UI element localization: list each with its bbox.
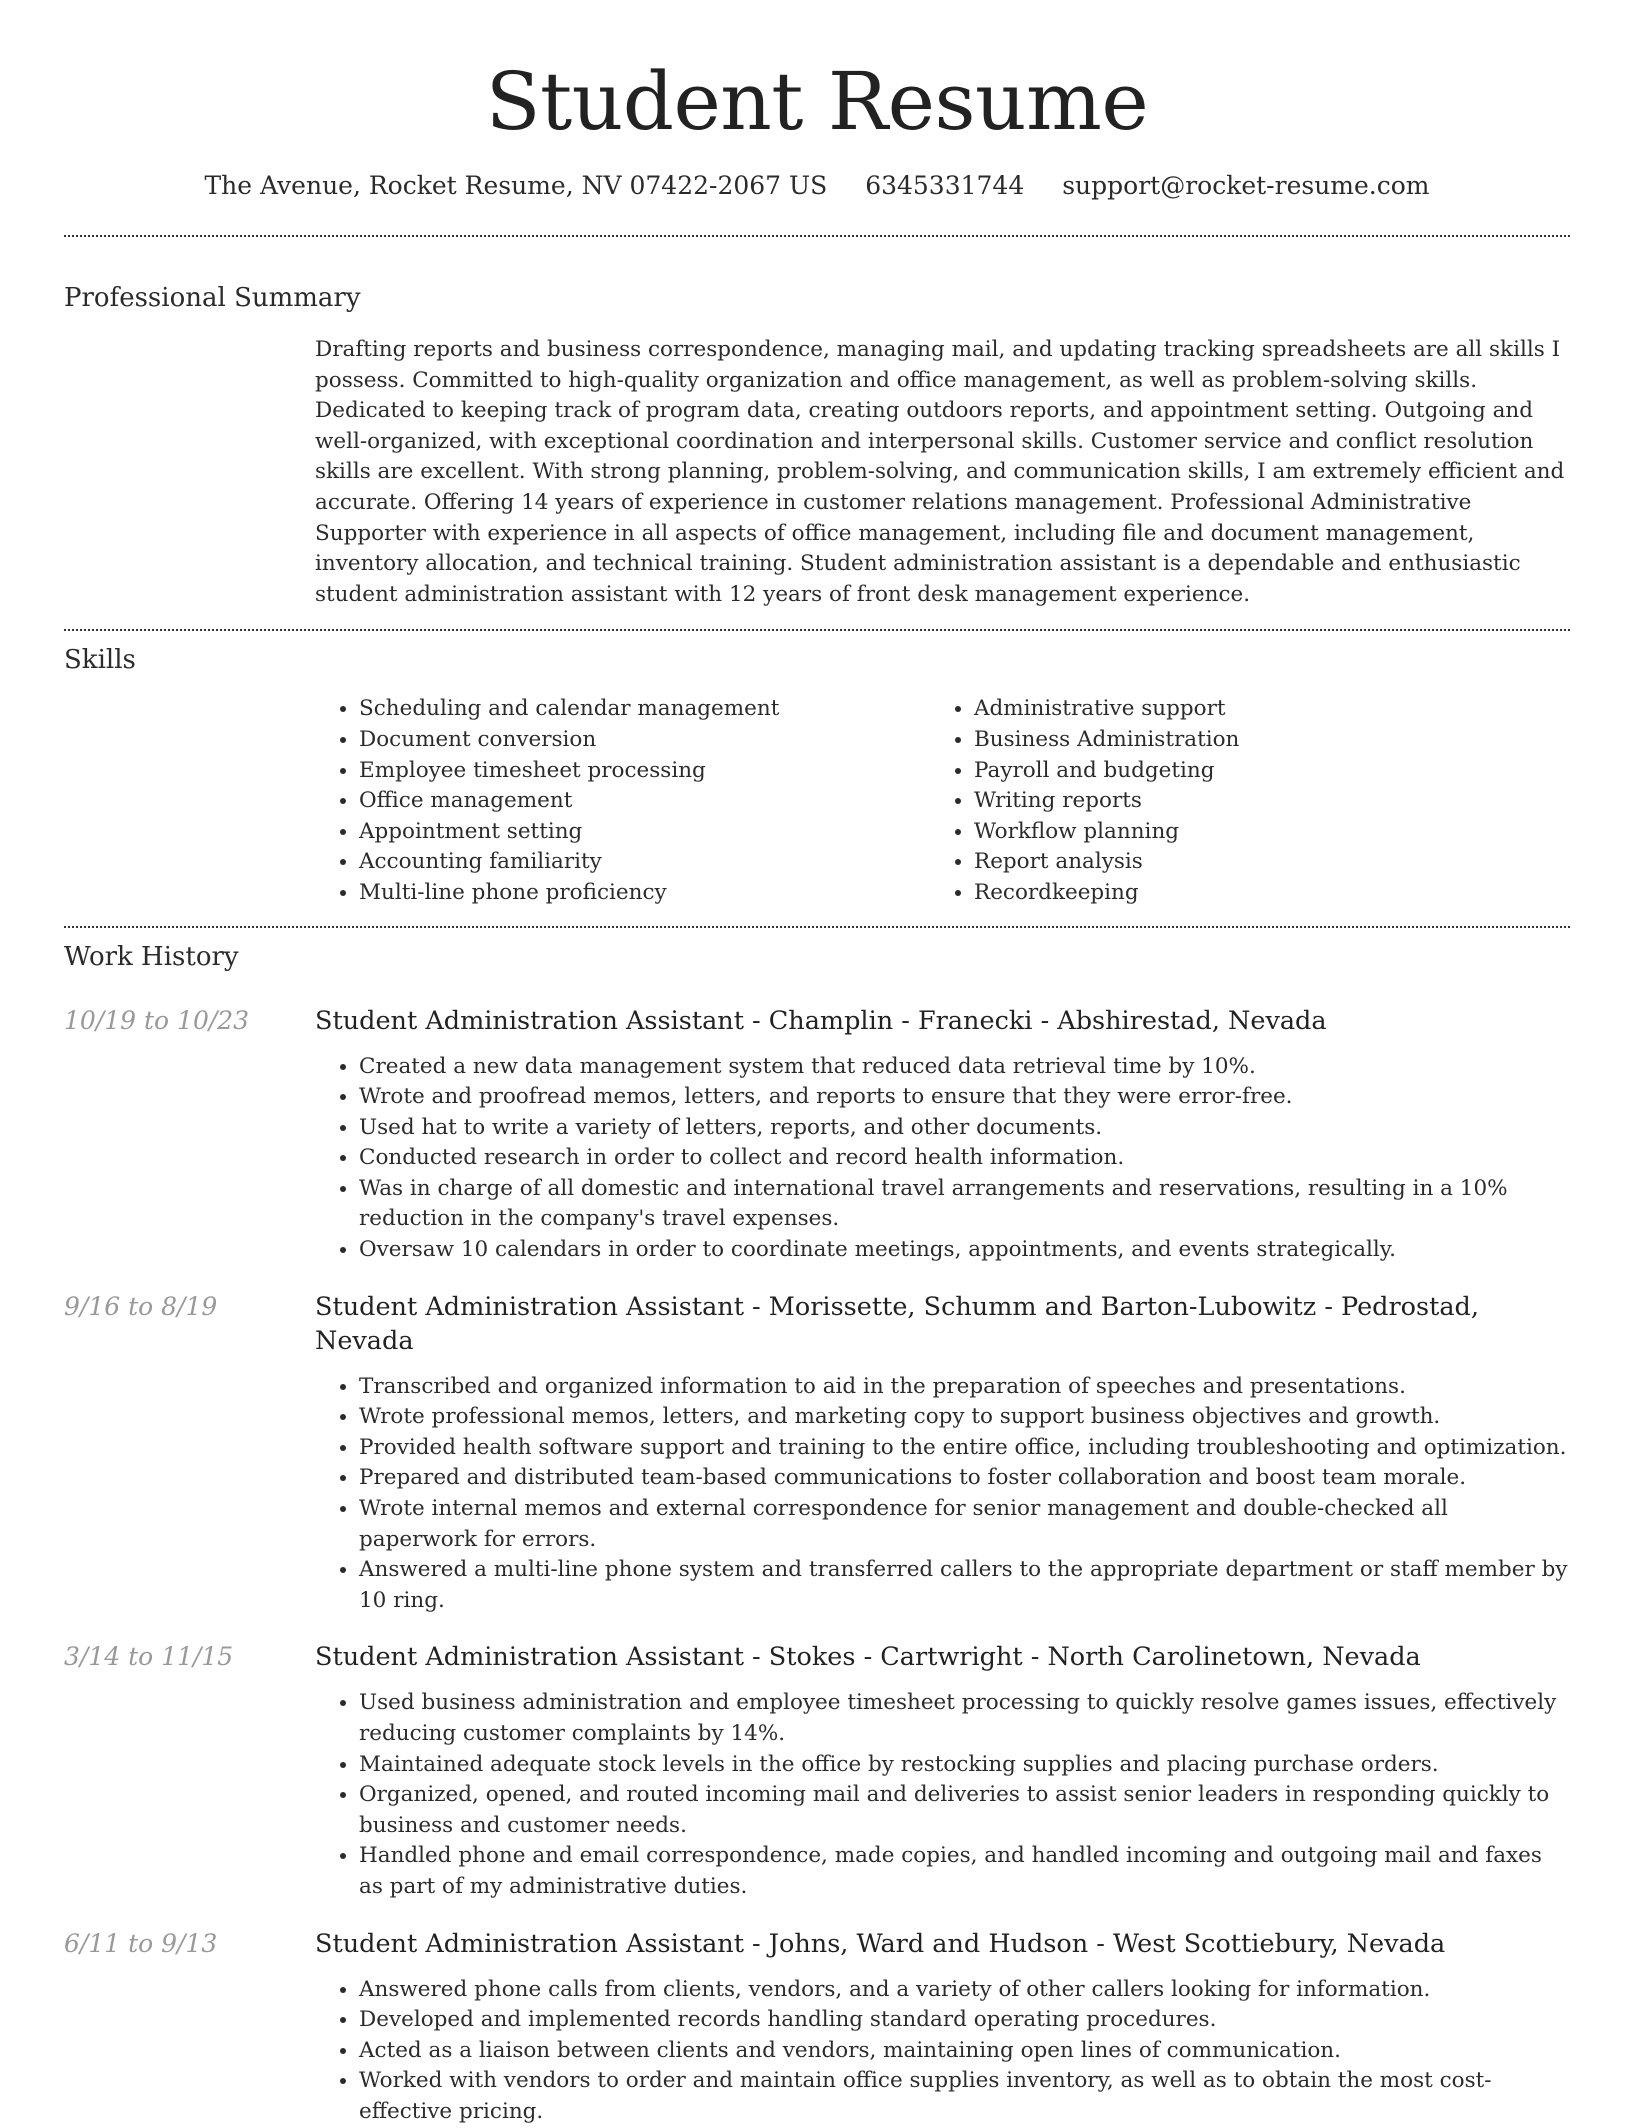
job-title: Student Administration Assistant - Morissette, Schumm and Barton-Lubowitz - Pedrostad, Nevada xyxy=(315,1291,1479,1356)
contact-phone: 6345331744 xyxy=(865,171,1025,200)
job-bullet: • Acted as a liaison between clients and vendors, maintaining open lines of communication. xyxy=(359,2036,1570,2067)
job-details xyxy=(315,1004,1570,1266)
skill-item: • Multi-line phone proficiency xyxy=(359,878,930,909)
skill-item: • Appointment setting xyxy=(359,817,930,848)
skills-right-list xyxy=(930,694,1545,908)
skill-item: • Scheduling and calendar management xyxy=(359,694,930,725)
skill-item: • Accounting familiarity xyxy=(359,847,930,878)
skill-item: • Business Administration xyxy=(974,725,1545,756)
skills-left-list xyxy=(315,694,930,908)
job-bullet: • Handled phone and email correspondence, made copies, and handled incoming and outgoing mail and faxes as part of my administrative duties. xyxy=(359,1841,1570,1902)
skill-item: • Employee timesheet processing xyxy=(359,756,930,787)
job-entry xyxy=(64,1290,1570,1617)
job-bullet: • Conducted research in order to collect and record health information. xyxy=(359,1143,1570,1174)
job-dates: 3/14 to 11/15 xyxy=(64,1642,234,1672)
summary-text: Drafting reports and business correspondence, managing mail, and updating tracking spreadsheets are all skills I possess. Committed to high-quality organization and office management, as well as problem-solving skills. Dedicated to keeping track of program data, creating outdoors reports, and appointment setting. Outgoing and well-organized, with exceptional coordination and interpersonal skills. Customer service and conflict resolution skills are excellent. With strong planning, problem-solving, and communication skills, I am extremely efficient and accurate. Offering 14 years of experience in customer relations management. Professional Administrative Supporter with experience in all aspects of office management, including file and document management, inventory allocation, and technical training. Student administration assistant is a dependable and enthusiastic student administration assistant with 12 years of front desk management experience. xyxy=(315,337,1565,607)
work-history-heading: Work History xyxy=(64,941,239,972)
skill-item: • Document conversion xyxy=(359,725,930,756)
job-dates: 6/11 to 9/13 xyxy=(64,1928,218,1958)
contact-line xyxy=(64,170,1570,202)
resume-page xyxy=(64,0,1570,2128)
contact-address: The Avenue, Rocket Resume, NV 07422-2067 US xyxy=(204,171,828,200)
resume-name: Student Resume xyxy=(485,55,1149,148)
skill-item: • Report analysis xyxy=(974,847,1545,878)
job-bullet: • Transcribed and organized information to aid in the preparation of speeches and presentations. xyxy=(359,1372,1570,1403)
job-bullet: • Maintained adequate stock levels in the office by restocking supplies and placing purchase orders. xyxy=(359,1750,1570,1781)
job-bullet: • Prepared and distributed team-based communications to foster collaboration and boost team morale. xyxy=(359,1463,1570,1494)
job-entry xyxy=(64,1640,1570,1902)
job-bullet: • Used business administration and employee timesheet processing to quickly resolve games issues, effectively reducing customer complaints by 14%. xyxy=(359,1688,1570,1749)
job-bullet: • Wrote internal memos and external correspondence for senior management and double-checked all paperwork for errors. xyxy=(359,1494,1570,1555)
job-bullets xyxy=(315,1975,1570,2128)
work-history-list xyxy=(64,1004,1570,2128)
summary-section xyxy=(64,281,1570,610)
job-bullet: • Oversaw 10 calendars in order to coordinate meetings, appointments, and events strategically. xyxy=(359,1235,1570,1266)
skill-item: • Workflow planning xyxy=(974,817,1545,848)
skills-heading: Skills xyxy=(64,645,136,676)
job-entry xyxy=(64,1927,1570,2128)
work-history-section xyxy=(64,940,1570,2128)
job-title: Student Administration Assistant - Johns, Ward and Hudson - West Scottiebury, Nevada xyxy=(315,1928,1446,1959)
job-bullet: • Used hat to write a variety of letters, reports, and other documents. xyxy=(359,1113,1570,1144)
job-bullet: • Organized, opened, and routed incoming mail and deliveries to assist senior leaders in responding quickly to business and customer needs. xyxy=(359,1780,1570,1841)
skill-item: • Office management xyxy=(359,786,930,817)
skill-item: • Writing reports xyxy=(974,786,1545,817)
job-details xyxy=(315,1290,1570,1617)
job-bullet: • Created a new data management system that reduced data retrieval time by 10%. xyxy=(359,1052,1570,1083)
skills-divider xyxy=(64,926,1570,928)
job-bullet: • Answered phone calls from clients, vendors, and a variety of other callers looking for information. xyxy=(359,1975,1570,2006)
header-divider xyxy=(64,235,1570,237)
skills-list xyxy=(315,694,1570,908)
skill-item: • Recordkeeping xyxy=(974,878,1545,909)
job-bullet: • Wrote professional memos, letters, and marketing copy to support business objectives and growth. xyxy=(359,1402,1570,1433)
skill-item: • Payroll and budgeting xyxy=(974,756,1545,787)
skills-column-left xyxy=(315,694,930,908)
job-bullet: • Developed and implemented records handling standard operating procedures. xyxy=(359,2005,1570,2036)
skills-section xyxy=(64,643,1570,908)
job-bullets xyxy=(315,1052,1570,1266)
job-title: Student Administration Assistant - Stokes - Cartwright - North Carolinetown, Nevada xyxy=(315,1642,1421,1673)
job-details xyxy=(315,1640,1570,1902)
skills-column-right xyxy=(930,694,1545,908)
summary-heading: Professional Summary xyxy=(64,283,361,313)
job-bullets xyxy=(315,1372,1570,1617)
job-bullet: • Worked with vendors to order and maintain office supplies inventory, as well as to obtain the most cost-effective pricing. xyxy=(359,2066,1570,2127)
summary-divider xyxy=(64,629,1570,631)
job-bullets xyxy=(315,1688,1570,1902)
contact-email: support@rocket-resume.com xyxy=(1062,171,1430,200)
job-details xyxy=(315,1927,1570,2128)
job-dates: 10/19 to 10/23 xyxy=(64,1005,250,1035)
job-title: Student Administration Assistant - Champlin - Franecki - Abshirestad, Nevada xyxy=(315,1005,1327,1036)
job-entry xyxy=(64,1004,1570,1266)
job-dates: 9/16 to 8/19 xyxy=(64,1291,218,1321)
job-bullet: • Provided health software support and training to the entire office, including troubleshooting and optimization. xyxy=(359,1433,1570,1464)
skill-item: • Administrative support xyxy=(974,694,1545,725)
job-bullet: • Wrote and proofread memos, letters, and reports to ensure that they were error-free. xyxy=(359,1082,1570,1113)
job-bullet: • Was in charge of all domestic and international travel arrangements and reservations, resulting in a 10% reduction in the company's travel expenses. xyxy=(359,1174,1570,1235)
job-bullet: • Answered a multi-line phone system and transferred callers to the appropriate department or staff member by 10 ring. xyxy=(359,1555,1570,1616)
